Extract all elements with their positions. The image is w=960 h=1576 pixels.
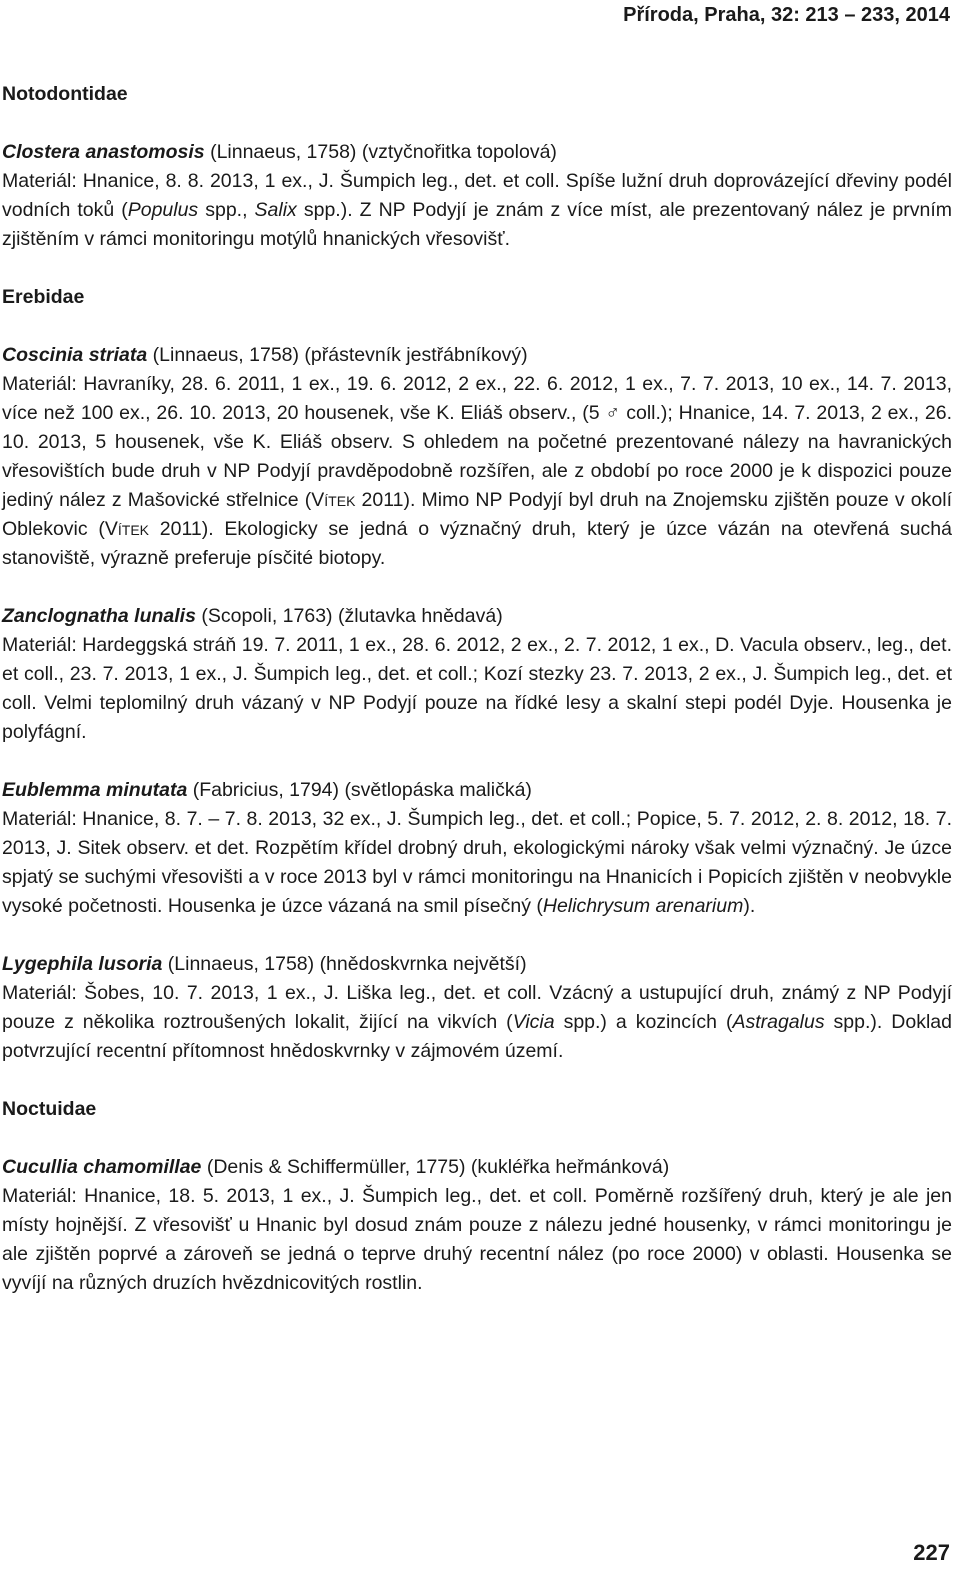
species-name: Lygephila lusoria (2, 953, 163, 975)
species-text (2, 631, 952, 747)
text-run: Materiál: Hnanice, 18. 5. 2013, 1 ex., J. Šumpich leg., det. et coll. Poměrně rozšířený druh, který je ale jen místy hojnější. Z vřesovišť u Hnanic byl dosud znám pouze z nálezu jedné housenky, v rámci monitoringu je ale zjištěn poprvé a zároveň se jedná o teprve druhý recentní nález (po roce 2000) v oblasti. Housenka se vyvíjí na různých druzích hvězdnicovitých rostlin. (2, 1185, 952, 1294)
page-number: 227 (913, 1540, 950, 1565)
species-text (2, 979, 952, 1066)
species-entry-zanclognatha (2, 602, 952, 747)
body-text (2, 80, 952, 1298)
species-author: (Linnaeus, 1758) (vztyčnořitka topolová) (204, 141, 557, 163)
family-heading-noctuidae: Noctuidae (2, 1098, 97, 1120)
running-head: Příroda, Praha, 32: 213 – 233, 2014 (623, 4, 950, 26)
species-author: (Linnaeus, 1758) (hnědoskvrnka největší) (162, 953, 527, 975)
family-heading-erebidae: Erebidae (2, 286, 85, 308)
text-run: 2011). Ekologicky se jedná o význačný druh, který je úzce vázán na otevřená suchá stanoviště, výrazně preferuje písčité biotopy. (2, 518, 952, 569)
species-entry-coscinia (2, 341, 952, 573)
species-title (2, 950, 952, 979)
family-heading-notodontidae: Notodontidae (2, 83, 128, 105)
species-author: (Scopoli, 1763) (žlutavka hnědavá) (195, 605, 503, 627)
species-name: Clostera anastomosis (2, 141, 205, 163)
citation-author: Vítek (104, 518, 150, 540)
citation-author: Vítek (311, 489, 356, 511)
taxon-italic: Vicia (512, 1011, 555, 1033)
text-run: Materiál: Hardeggská stráň 19. 7. 2011, 1 ex., 28. 6. 2012, 2 ex., 2. 7. 2012, 1 ex., D. Vacula observ., leg., det. et coll., 23. 7. 2013, 1 ex., J. Šumpich leg., det. et coll.; Kozí stezky 23. 7. 2013, 2 ex., J. Šumpich leg., det. et coll. Velmi teplomilný druh vázaný v NP Podyjí pouze na řídké lesy a skalní stepi podél Dyje. Housenka je polyfágní. (2, 634, 952, 743)
species-text (2, 805, 952, 921)
species-title (2, 138, 952, 167)
taxon-italic: Populus (127, 199, 199, 221)
text-run: Materiál: Hnanice, 8. 8. 2013, 1 ex., J. Šumpich leg., det. et coll. Spíše lužní druh doprovázející dřeviny podél vodních toků ( (2, 170, 952, 221)
text-run: Materiál: Havraníky, 28. 6. 2011, 1 ex., 19. 6. 2012, 2 ex., 22. 6. 2012, 1 ex., 7. 7. 2013, 10 ex., 14. 7. 2013, více než 100 ex., 26. 10. 2013, 20 housenek, vše K. Eliáš observ., (5 ♂ coll.); Hnanice, 14. 7. 2013, 2 ex., 26. 10. 2013, 5 housenek, vše K. Eliáš observ. S ohledem na početné prezentované nálezy na havranických vřesovištích bude druh v NP Podyjí pravděpodobně rozšířen, ale z období po roce 2000 je k dispozici pouze jediný nález z Mašovické střelnice ( (2, 373, 952, 511)
species-title (2, 602, 952, 631)
species-text (2, 370, 952, 573)
species-name: Coscinia striata (2, 344, 148, 366)
species-name: Cucullia chamomillae (2, 1156, 202, 1178)
species-entry-lygephila (2, 950, 952, 1066)
species-entry-eublemma (2, 776, 952, 921)
text-run: spp.) a kozincích ( (554, 1011, 733, 1033)
species-entry-cucullia (2, 1153, 952, 1298)
species-title (2, 341, 952, 370)
species-entry-clostera (2, 138, 952, 254)
text-run: spp.). Doklad potvrzující recentní přítomnost hnědoskvrnky v zájmovém území. (2, 1011, 952, 1062)
species-text (2, 167, 952, 254)
text-run: spp.). Z NP Podyjí je znám z více míst, ale prezentovaný nález je prvním zjištěním v rámci monitoringu motýlů hnanických vřesovišť. (2, 199, 952, 250)
text-run: ). (743, 895, 756, 917)
species-name: Zanclognatha lunalis (2, 605, 196, 627)
taxon-italic: Astragalus (732, 1011, 825, 1033)
species-author: (Linnaeus, 1758) (přástevník jestřábníkový) (147, 344, 528, 366)
taxon-italic: Helichrysum arenarium (542, 895, 744, 917)
text-run: Materiál: Hnanice, 8. 7. – 7. 8. 2013, 32 ex., J. Šumpich leg., det. et coll.; Popice, 5. 7. 2012, 2. 8. 2012, 18. 7. 2013, J. Sitek observ. et det. Rozpětím křídel drobný druh, ekologickými nároky však velmi význačný. Je úzce spjatý se suchými vřesovišti a v roce 2013 byl v rámci monitoringu na Hnanicích i Popicích zjištěn v neobvykle vysoké početnosti. Housenka je úzce vázaná na smil písečný ( (2, 808, 952, 917)
species-name: Eublemma minutata (2, 779, 188, 801)
species-title (2, 776, 952, 805)
text-run: 2011). Mimo NP Podyjí byl druh na Znojemsku zjištěn pouze v okolí Oblekovic ( (2, 489, 952, 540)
taxon-italic: Salix (254, 199, 297, 221)
species-author: (Fabricius, 1794) (světlopáska maličká) (187, 779, 532, 801)
species-author: (Denis & Schiffermüller, 1775) (kukléřka heřmánková) (201, 1156, 670, 1178)
text-run: Materiál: Šobes, 10. 7. 2013, 1 ex., J. Liška leg., det. et coll. Vzácný a ustupující druh, známý z NP Podyjí pouze z několika roztroušených lokalit, žijící na vikvích ( (2, 982, 952, 1033)
species-title (2, 1153, 952, 1182)
text-run: spp., (198, 199, 255, 221)
species-text (2, 1182, 952, 1298)
